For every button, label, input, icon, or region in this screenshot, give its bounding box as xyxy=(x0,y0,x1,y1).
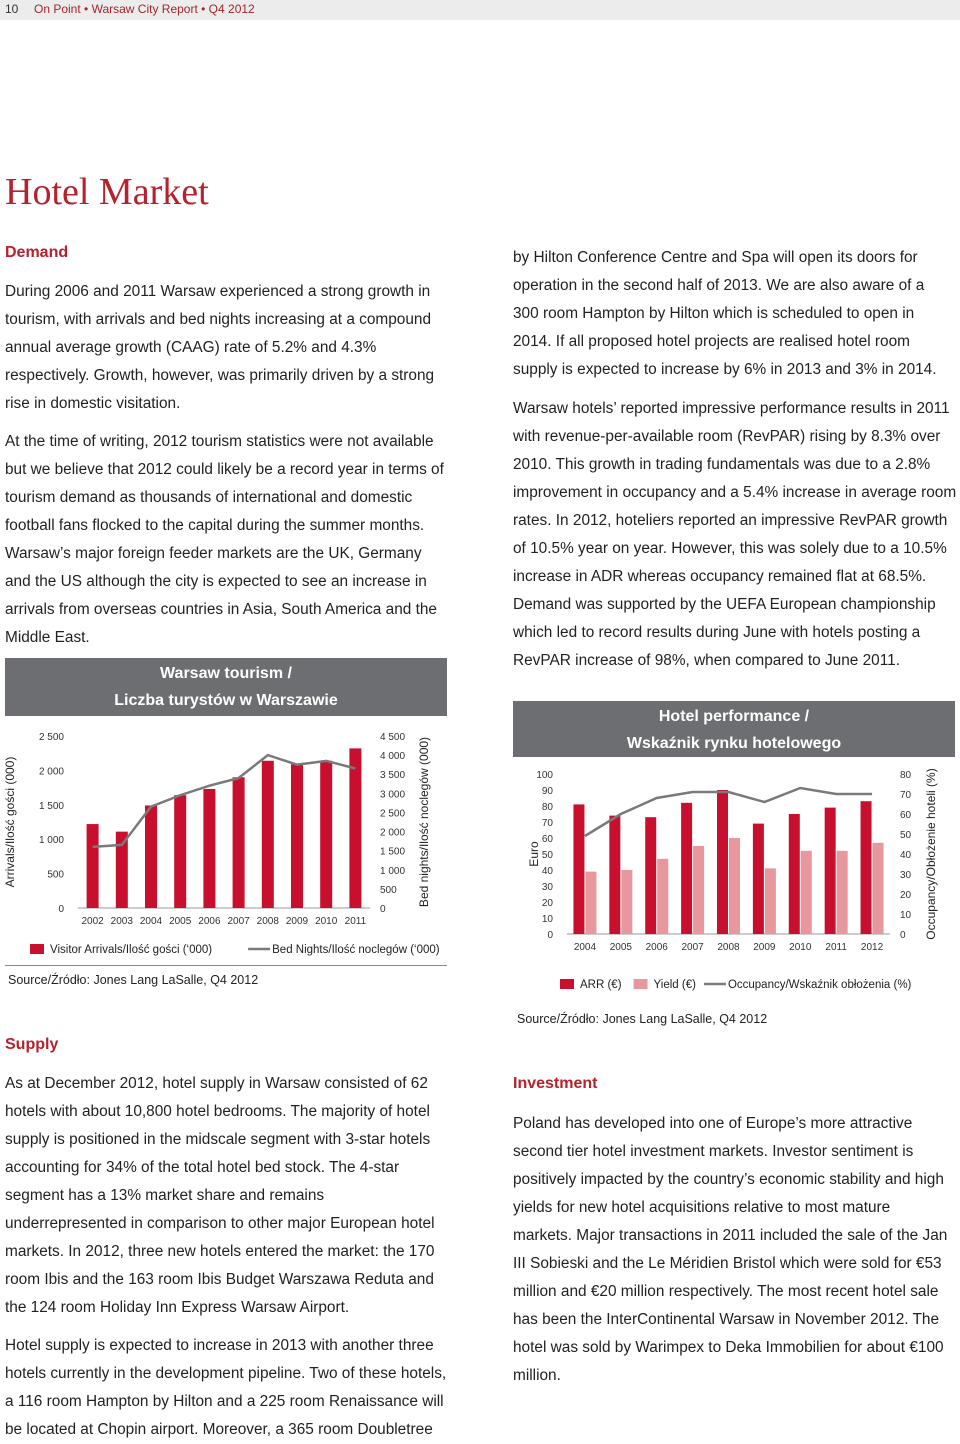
bar xyxy=(609,816,620,934)
bar xyxy=(837,851,848,934)
y-right-tick-label: 50 xyxy=(900,830,912,841)
x-tick-label: 2005 xyxy=(169,916,192,927)
bar xyxy=(681,803,692,934)
x-tick-label: 2009 xyxy=(753,942,776,953)
performance-chart-title-2: Wskaźnik rynku hotelowego xyxy=(626,735,842,752)
bar xyxy=(174,795,186,908)
x-tick-label: 2012 xyxy=(860,942,884,953)
y-right-tick-label: 0 xyxy=(380,904,386,915)
x-tick-label: 2008 xyxy=(256,916,279,927)
bar xyxy=(145,805,157,908)
y-left-tick-label: 2 000 xyxy=(38,766,64,778)
y-right-tick-label: 30 xyxy=(900,870,912,881)
y-right-tick-label: 80 xyxy=(900,770,912,781)
y-left-tick-label: 90 xyxy=(541,786,553,797)
bar xyxy=(873,843,884,934)
y-right-tick-label: 1 000 xyxy=(380,865,406,877)
performance-chart-title-1: Hotel performance / xyxy=(658,708,810,725)
tourism-chart xyxy=(0,716,450,964)
y-left-tick-label: 60 xyxy=(541,834,553,845)
tourism-chart-title-1: Warsaw tourism / xyxy=(160,665,292,682)
demand-paragraph-1: During 2006 and 2011 Warsaw experienced a strong growth in tourism, with arrivals and bed nights increasing at a compound annual average growth (CAAG) rate of 5.2% and 4.3% respectively. Growth, however, was primarily driven by a strong rise in domestic visitation. xyxy=(5,283,435,412)
bar xyxy=(621,870,632,934)
bar xyxy=(729,838,740,934)
x-tick-label: 2011 xyxy=(825,942,847,953)
performance-chart xyxy=(505,758,960,998)
y-axis-right-label: Bed nights/Ilość noclegów (000) xyxy=(417,736,431,908)
legend-swatch xyxy=(30,944,44,954)
page-title: Hotel Market xyxy=(5,171,209,213)
y-right-tick-label: 10 xyxy=(900,910,912,921)
y-left-tick-label: 100 xyxy=(536,770,553,781)
tourism-chart-header xyxy=(5,658,447,716)
investment-heading: Investment xyxy=(513,1075,598,1092)
y-right-tick-label: 1 500 xyxy=(380,846,406,858)
bar xyxy=(320,761,332,908)
tourism-chart-title-2: Liczba turystów w Warszawie xyxy=(114,692,338,709)
tourism-chart-source: Source/Źródło: Jones Lang LaSalle, Q4 2012 xyxy=(8,973,259,987)
y-left-tick-label: 30 xyxy=(541,882,553,893)
x-tick-label: 2003 xyxy=(110,916,133,927)
legend-swatch xyxy=(634,979,648,989)
y-right-tick-label: 2 000 xyxy=(380,827,406,839)
bar xyxy=(765,868,776,934)
bar xyxy=(861,801,872,934)
x-tick-label: 2004 xyxy=(139,916,163,927)
supply-paragraph-1: As at December 2012, hotel supply in Warsaw consisted of 62 hotels with about 10,800 hotel bedrooms. The majority of hotel supply is positioned in the midscale segment with 3-star hotels accounting for 34% of the total hotel bed stock. The 4-star segment has a 13% market share and remains underrepresented in comparison to other major European hotel markets. In 2012, three new hotels entered the market: the 170 room Ibis and the 163 room Ibis Budget Warszawa Reduta and the 124 room Holiday Inn Express Warsaw Airport. xyxy=(5,1075,435,1316)
y-right-tick-label: 2 500 xyxy=(380,808,406,820)
y-left-tick-label: 1 000 xyxy=(38,835,64,847)
x-tick-label: 2008 xyxy=(717,942,740,953)
x-tick-label: 2004 xyxy=(573,942,597,953)
legend-label: Bed Nights/Ilość noclegów (‘000) xyxy=(272,944,440,956)
investment-paragraph: Poland has developed into one of Europe’s more attractive second tier hotel investment markets. Investor sentiment is positively impacted by the country’s economic stability and high yields for new hotel acquisitions relative to most mature markets. Major transactions in 2011 included the sale of the Jan III Sobieski and the Le Méridien Bristol which were sold for €53 million and €20 million respectively. The most recent hotel sale has been the InterContinental Warsaw in November 2012. The hotel was sold by Warimpex to Deka Immobilien for about €100 million. xyxy=(513,1115,948,1384)
bar xyxy=(753,824,764,934)
x-tick-label: 2006 xyxy=(645,942,668,953)
bar xyxy=(573,804,584,934)
demand-paragraph-2: At the time of writing, 2012 tourism statistics were not available but we believe that 2012 could likely be a record year in terms of tourism demand as thousands of international and domestic football fans flocked to the capital during the summer months. Warsaw’s major foreign feeder markets are the UK, Germany and the US although the city is expected to see an increase in arrivals from overseas countries in Asia, South America and the Middle East. xyxy=(5,433,444,646)
y-left-tick-label: 20 xyxy=(541,898,553,909)
x-tick-label: 2007 xyxy=(681,942,704,953)
bar xyxy=(801,851,812,934)
x-tick-label: 2005 xyxy=(609,942,632,953)
bar xyxy=(349,748,361,908)
legend-label: Yield (€) xyxy=(653,979,696,991)
y-left-tick-label: 1 500 xyxy=(38,800,64,812)
x-tick-label: 2010 xyxy=(789,942,812,953)
y-left-tick-label: 50 xyxy=(541,850,553,861)
bar xyxy=(825,808,836,934)
bar xyxy=(203,789,215,908)
y-right-tick-label: 4 500 xyxy=(380,732,406,743)
hotel-performance-paragraph: Warsaw hotels’ reported impressive performance results in 2011 with revenue-per-available room (RevPAR) rising by 8.3% over 2010. This growth in trading fundamentals was due to a 2.8% improvement in occupancy and a 5.4% increase in average room rates. In 2012, hoteliers reported an impressive RevPAR growth of 10.5% year on year. However, this was solely due to a 10.5% increase in ADR whereas occupancy remained flat at 68.5%. Demand was supported by the UEFA European championship which led to record results during June with hotels posting a RevPAR increase of 98%, when compared to June 2011. xyxy=(513,400,957,669)
tourism-chart-rule xyxy=(5,965,447,966)
y-right-tick-label: 60 xyxy=(900,810,912,821)
page-number: 10 xyxy=(5,2,19,16)
bar xyxy=(657,859,668,934)
y-right-tick-label: 70 xyxy=(900,790,912,801)
y-axis-left-label: Euro xyxy=(527,841,541,867)
bar xyxy=(262,761,274,908)
bar xyxy=(717,790,728,934)
performance-chart-header xyxy=(513,701,955,757)
y-right-tick-label: 40 xyxy=(900,850,912,861)
bar xyxy=(585,872,596,934)
supply-heading: Supply xyxy=(5,1036,59,1053)
performance-chart-source: Source/Źródło: Jones Lang LaSalle, Q4 2012 xyxy=(517,1012,768,1026)
y-right-tick-label: 500 xyxy=(380,884,397,896)
y-axis-right-label: Occupancy/Obłożenie hoteli (%) xyxy=(924,768,938,940)
running-title: On Point • Warsaw City Report • Q4 2012 xyxy=(34,2,255,16)
supply-paragraph-2: Hotel supply is expected to increase in 2013 with another three hotels currently in the development pipeline. Two of these hotels, a 116 room Hampton by Hilton and a 225 room Renaissance will be located at Chopin airport. Moreover, a 365 room Doubletree xyxy=(5,1337,447,1438)
y-axis-left-label: Arrivals/Ilość gości (000) xyxy=(3,756,17,888)
x-tick-label: 2010 xyxy=(315,916,338,927)
y-left-tick-label: 40 xyxy=(541,866,553,877)
y-left-tick-label: 500 xyxy=(47,869,64,881)
y-left-tick-label: 70 xyxy=(541,818,553,829)
x-tick-label: 2006 xyxy=(198,916,221,927)
bar xyxy=(291,764,303,908)
bar xyxy=(233,777,245,908)
bar xyxy=(87,824,99,908)
y-right-tick-label: 20 xyxy=(900,890,912,901)
x-tick-label: 2002 xyxy=(81,916,104,927)
y-right-tick-label: 4 000 xyxy=(380,751,406,763)
y-left-tick-label: 0 xyxy=(547,930,553,941)
y-right-tick-label: 0 xyxy=(900,930,906,941)
y-right-tick-label: 3 500 xyxy=(380,770,406,782)
bar xyxy=(645,817,656,934)
bar xyxy=(789,814,800,934)
legend-label: ARR (€) xyxy=(580,979,622,991)
x-tick-label: 2009 xyxy=(285,916,309,927)
y-left-tick-label: 0 xyxy=(58,904,64,915)
y-left-tick-label: 80 xyxy=(541,802,553,813)
demand-heading: Demand xyxy=(5,244,69,261)
legend-swatch xyxy=(560,979,574,989)
page-header xyxy=(0,0,960,20)
y-left-tick-label: 2 500 xyxy=(38,732,64,743)
bar xyxy=(693,846,704,934)
x-tick-label: 2007 xyxy=(227,916,250,927)
y-right-tick-label: 3 000 xyxy=(380,789,406,801)
legend-label: Occupancy/Wskaźnik obłożenia (%) xyxy=(727,979,912,991)
legend-label: Visitor Arrivals/Ilość gości (‘000) xyxy=(50,944,213,956)
series-line xyxy=(93,755,356,847)
hotel-supply-paragraph: by Hilton Conference Centre and Spa will open its doors for operation in the second half of 2013. We are also aware of a 300 room Hampton by Hilton which is scheduled to open in 2014. If all proposed hotel projects are realised hotel room supply is expected to increase by 6% in 2013 and 3% in 2014. xyxy=(513,249,937,378)
y-left-tick-label: 10 xyxy=(541,914,553,925)
x-tick-label: 2011 xyxy=(344,916,367,927)
